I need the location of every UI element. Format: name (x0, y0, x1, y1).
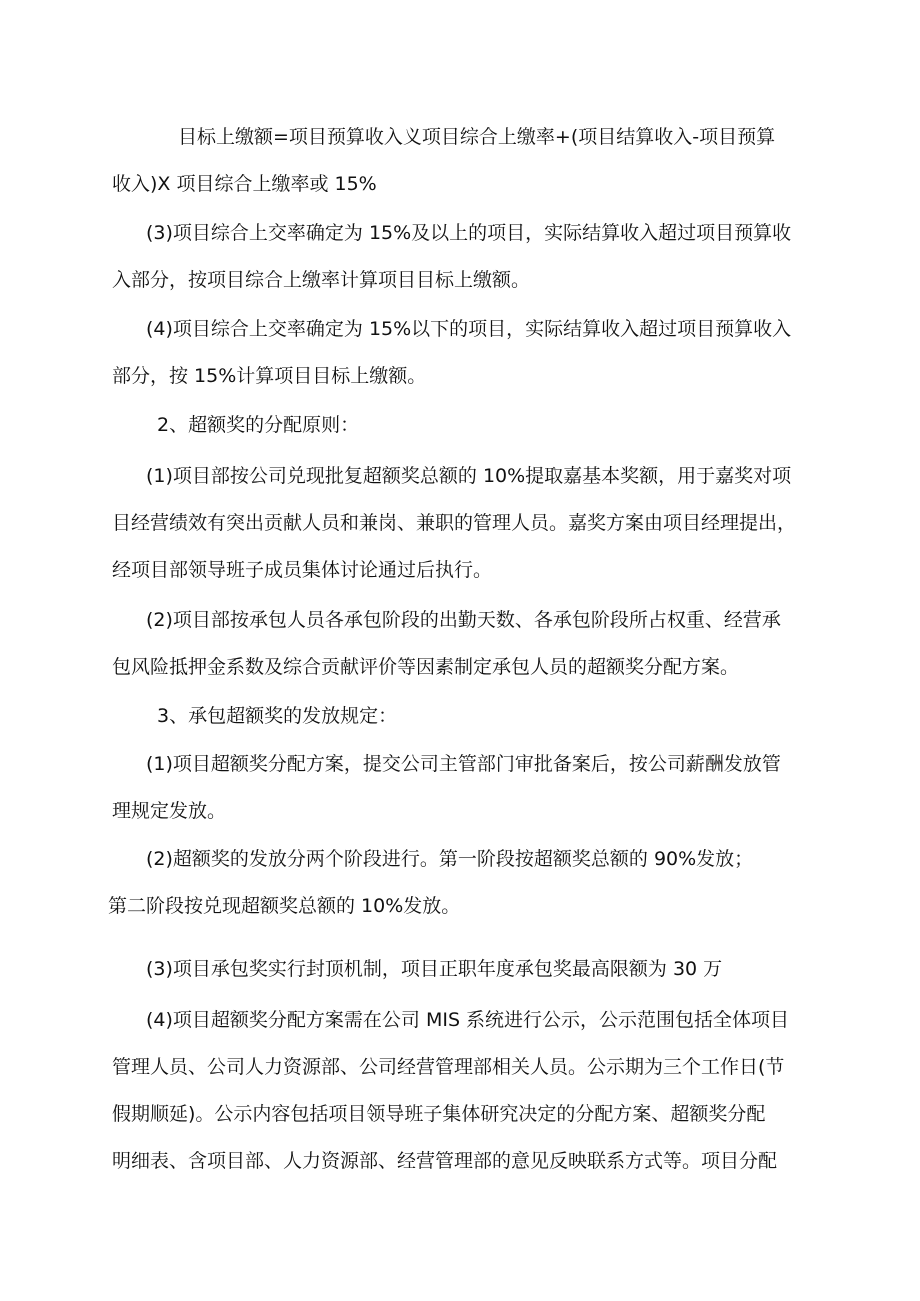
section-3-clause-2 (108, 836, 812, 930)
text-line: (3)项目承包奖实行封顶机制，项目正职年度承包奖最高限额为 30 万 (146, 958, 723, 980)
text-line: 3、承包超额奖的发放规定： (157, 705, 398, 727)
text-line: (2)项目部按承包人员各承包阶段的出勤天数、各承包阶段所占权重、经营承 (146, 609, 781, 631)
text-line: 部分，按 15%计算项目目标上缴额。 (112, 365, 427, 387)
text-line: (1)项目部按公司兑现批复超额奖总额的 10%提取嘉基本奖额，用于嘉奖对项 (146, 465, 792, 487)
text-line: 目经营绩效有突出贡献人员和兼岗、兼职的管理人员。嘉奖方案由项目经理提出， (112, 512, 797, 534)
section-3-heading (112, 693, 812, 740)
clause-4-paragraph (112, 306, 812, 400)
text-line: 收入)X 项目综合上缴率或 15% (112, 173, 377, 195)
section-2-clause-2 (112, 597, 812, 691)
text-line: 目标上缴额=项目预算收入义项目综合上缴率+(项目结算收入-项目预算 (178, 126, 776, 148)
text-line: (2)超额奖的发放分两个阶段进行。第一阶段按超额奖总额的 90%发放； (146, 848, 754, 870)
text-line: 2、超额奖的分配原则： (157, 414, 360, 436)
formula-paragraph (112, 114, 812, 208)
text-line: 包风险抵押金系数及综合贡献评价等因素制定承包人员的超额奖分配方案。 (112, 656, 740, 678)
section-3-clause-4 (112, 997, 812, 1185)
text-line: (1)项目超额奖分配方案，提交公司主管部门审批备案后，按公司薪酬发放管 (146, 753, 781, 775)
text-line: (4)项目超额奖分配方案需在公司 MIS 系统进行公示，公示范围包括全体项目 (146, 1009, 790, 1031)
text-line: 明细表、含项目部、人力资源部、经营管理部的意见反映联系方式等。项目分配 (112, 1150, 778, 1172)
section-3-clause-1 (112, 741, 812, 835)
section-3-clause-3 (112, 946, 812, 993)
section-2-heading (112, 402, 812, 449)
text-line: 理规定发放。 (112, 800, 227, 822)
text-line: 经项目部领导班子成员集体讨论通过后执行。 (112, 559, 493, 581)
text-line: 假期顺延)。公示内容包括项目领导班子集体研究决定的分配方案、超额奖分配 (112, 1103, 766, 1125)
text-line: 管理人员、公司人力资源部、公司经营管理部相关人员。公示期为三个工作日(节 (112, 1056, 785, 1078)
section-2-clause-1 (112, 453, 812, 594)
text-line: (4)项目综合上交率确定为 15%以下的项目，实际结算收入超过项目预算收入 (146, 318, 792, 340)
text-line: (3)项目综合上交率确定为 15%及以上的项目，实际结算收入超过项目预算收 (146, 222, 792, 244)
text-line: 第二阶段按兑现超额奖总额的 10%发放。 (108, 895, 461, 917)
text-line: 入部分，按项目综合上缴率计算项目目标上缴额。 (112, 269, 531, 291)
clause-3-paragraph (112, 210, 812, 304)
